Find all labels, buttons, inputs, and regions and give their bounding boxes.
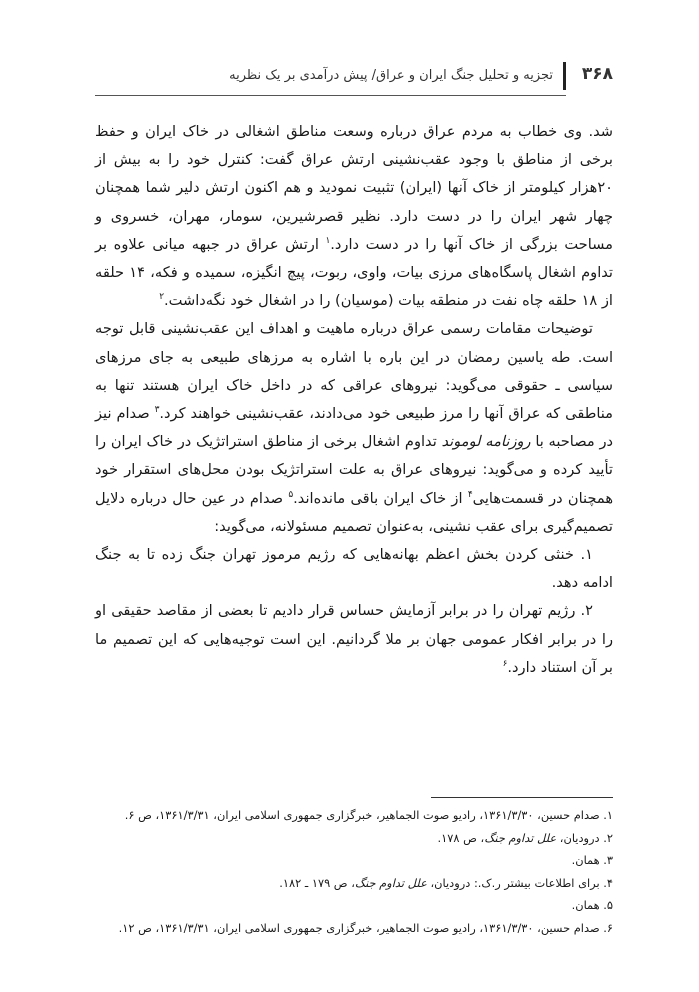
- list-item-2: ۲. رژیم تهران را در برابر آزمایش حساس قرار دادیم تا بعضی از مقاصد حقیقی او را در برابر افکار عمومی جهان بر ملا گردانیم. این است توجیه‌هایی که این تصمیم ما بر آن استناد دارد.$^۶$: [95, 602, 613, 676]
- newspaper-title: روزنامه لوموند: [441, 433, 531, 451]
- main-text: [95, 118, 613, 682]
- header-divider: [563, 62, 566, 90]
- footnote-4: ۴. برای اطلاعات بیشتر ر.ک.: درودیان، علل تداوم جنگ، ص ۱۷۹ ـ ۱۸۲.: [279, 875, 613, 890]
- footnote-2: ۲. درودیان، علل تداوم جنگ، ص ۱۷۸.: [437, 830, 613, 845]
- footnote-5: ۵. همان.: [571, 898, 613, 913]
- footnote-3: ۳. همان.: [571, 853, 613, 868]
- footnote-6: ۶. صدام حسین، ۱۳۶۱/۳/۳۰، رادیو صوت الجماهیر، خبرگزاری جمهوری اسلامی ایران، ۱۳۶۱/۳/۳۱، ص ۱۲.: [118, 920, 613, 935]
- footnote-ref-4: ۴: [467, 489, 473, 500]
- footnote-ref-2: ۲: [159, 292, 165, 303]
- paragraph-2: توضیحات مقامات رسمی عراق درباره ماهیت و اهداف این عقب‌نشینی قابل توجه است. طه یاسین رمضان در این باره با اشاره به مرزهای طبیعی به جای مرزهای سیاسی ـ حقوقی می‌گوید: نیروهای عراقی که در داخل خاک ایران هستند تنها به مناطقی که عراق آنها را مرز طبیعی خود می‌دادند، عقب‌نشینی خواهند کرد.$^۳$ صدام نیز در مصاحبه با روزنامه لوموند تداوم اشغال برخی از مناطق استراتژیک در خاک ایران را تأیید کرده و می‌گوید: نیروهای عراق به علت استراتژیک بودن محل‌های استقرار خود همچنان در قسمت‌هایی$^۴$ از خاک ایران باقی مانده‌اند.$^۵$ صدام در عین حال درباره دلایل تصمیم‌گیری برای عقب نشینی، به‌عنوان تصمیم مسئولانه، می‌گوید:: [95, 320, 614, 535]
- footnote-ref-5: ۵: [288, 489, 294, 500]
- footnote-separator: [431, 797, 613, 798]
- footnote-ref-6: ۶: [502, 659, 508, 669]
- footnote-ref-3: ۳: [154, 405, 160, 416]
- page-header: [95, 62, 613, 96]
- footnotes: [95, 804, 613, 940]
- page-number: ۳۶۸: [581, 64, 613, 84]
- header-rule: [95, 95, 566, 96]
- running-title: تجزیه و تحلیل جنگ ایران و عراق/ پیش درآمدی بر یک نظریه: [229, 68, 553, 83]
- footnote-1: ۱. صدام حسین، ۱۳۶۱/۳/۳۰، رادیو صوت الجماهیر، خبرگزاری جمهوری اسلامی ایران، ۱۳۶۱/۳/۳۱، ص ۶.: [124, 808, 613, 822]
- list-item-1: ۱. خنثی کردن بخش اعظم بهانه‌هایی که رژیم مرموز تهران جنگ زده تا به جنگ ادامه دهد.: [95, 546, 613, 592]
- footnote-ref-1: ۱: [325, 235, 331, 246]
- paragraph-1: شد. وی خطاب به مردم عراق درباره وسعت مناطق اشغالی در خاک ایران و حفظ برخی از مناطق با وجود عقب‌نشینی ارتش عراق گفت: کنترل خود را به بیش از ۲۰هزار کیلومتر از خاک آنها (ایران) تثبیت نمودید و هم اکنون ارتش دلیر شما همچنان چهار شهر ایران را در دست دارد. نظیر قصرشیرین، سومار، مهران، خسروی و مساحت بزرگی از خاک آنها را در دست دارد.$^۱$ ارتش عراق در جبهه میانی علاوه بر تداوم اشغال پاسگاه‌های مرزی بیات، واوی، ربوت، پیچ انگیزه، سمیده و فکه، ۱۴ حلقه از ۱۸ حلقه چاه نفت در منطقه بیات (موسیان) را در اشغال خود نگه‌داشت.$^۲$: [95, 123, 613, 310]
